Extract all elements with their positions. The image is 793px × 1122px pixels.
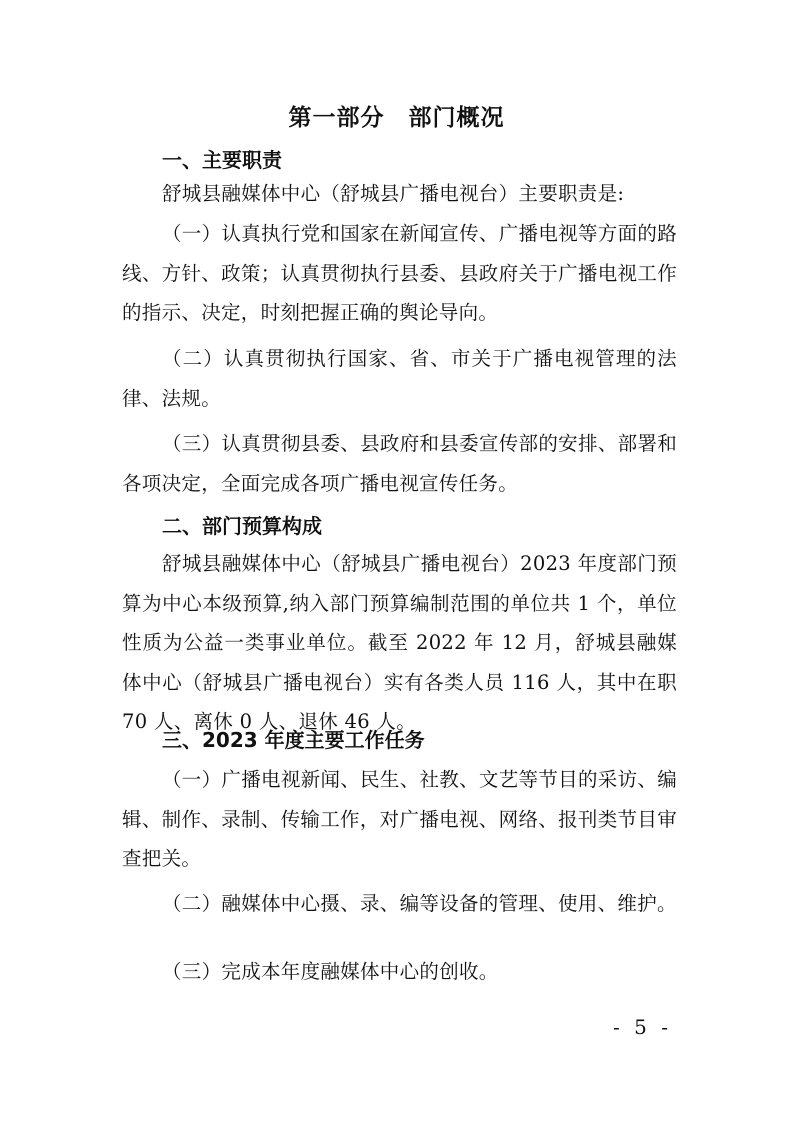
page-title: 第一部分 部门概况 [288, 105, 505, 131]
task-item-1: （一）广播电视新闻、民生、社教、文艺等节目的采访、编辑、制作、录制、传输工作，对广播电视、网络、报刊类节目审查把关。 [122, 768, 677, 870]
section-heading-main-duties: 一、主要职责 [162, 148, 282, 172]
duty-item-2: （二）认真贯彻执行国家、省、市关于广播电视管理的法律、法规。 [122, 347, 677, 410]
duties-intro-paragraph: 舒城县融媒体中心（舒城县广播电视台）主要职责是: [162, 182, 625, 205]
page-number: - 5 - [613, 1015, 672, 1039]
section-heading-main-tasks: 三、2023 年度主要工作任务 [162, 728, 425, 752]
duty-item-1: （一）认真执行党和国家在新闻宣传、广播电视等方面的路线、方针、政策；认真贯彻执行县委、县政府关于广播电视工作的指示、决定，时刻把握正确的舆论导向。 [122, 222, 677, 324]
budget-composition-paragraph: 舒城县融媒体中心（舒城县广播电视台）2023 年度部门预算为中心本级预算,纳入部门预算编制范围的单位共 1 个，单位性质为公益一类事业单位。截至 2022 年 12 月，舒城县融媒体中心（舒城县广播电视台）实有各类人员 116 人，其中在职 70 人、离休 0 人、退休 46 人。 [122, 552, 677, 733]
task-item-3: （三）完成本年度融媒体中心的创收。 [162, 960, 499, 983]
section-heading-budget-composition: 二、部门预算构成 [162, 514, 322, 538]
duty-item-3: （三）认真贯彻县委、县政府和县委宣传部的安排、部署和各项决定，全面完成各项广播电视宣传任务。 [122, 432, 677, 495]
task-item-2: （二）融媒体中心摄、录、编等设备的管理、使用、维护。 [162, 892, 677, 915]
